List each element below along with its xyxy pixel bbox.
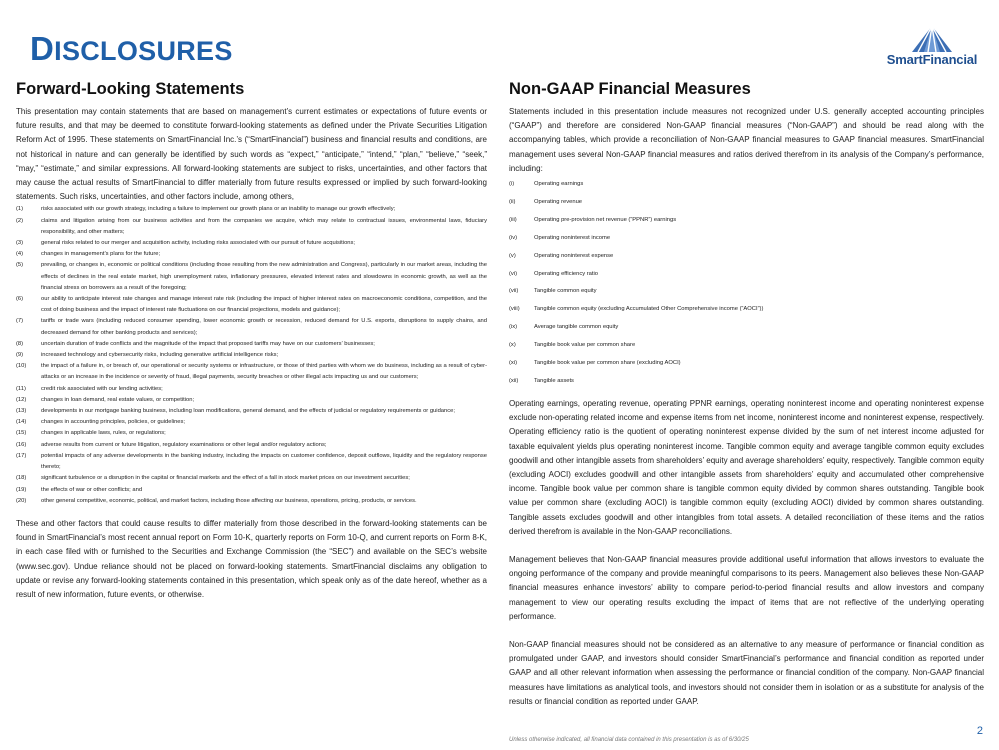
list-item-number: (12) <box>16 396 27 403</box>
page-number: 2 <box>976 725 983 737</box>
list-item-text: credit risk associated with our lending activities; <box>41 385 163 392</box>
list-item <box>509 301 984 319</box>
list-item-number: (14) <box>16 419 27 426</box>
list-item-number: (13) <box>16 408 27 415</box>
list-item <box>16 406 487 417</box>
non-gaap-section <box>509 80 984 709</box>
list-item-number: (iii) <box>509 216 517 223</box>
list-item-number: (10) <box>16 363 27 370</box>
list-item <box>16 238 487 249</box>
list-item-number: (8) <box>16 340 24 347</box>
list-item-number: (x) <box>509 342 516 349</box>
list-item <box>16 496 487 507</box>
list-item-text: Operating efficiency ratio <box>534 270 599 277</box>
list-item <box>16 428 487 439</box>
pyramid-logo-icon <box>910 26 954 54</box>
list-item-text: developments in our mortgage banking business, including loan modifications, general demand, and the effects of judicial or regulatory requirements or guidance; <box>41 408 455 415</box>
title-initial: D <box>30 30 55 67</box>
list-item <box>16 316 487 338</box>
list-item <box>16 249 487 260</box>
list-item-text: the effects of war or other conflicts; and <box>41 486 143 493</box>
list-item <box>509 355 984 373</box>
list-item <box>509 283 984 301</box>
list-item <box>16 440 487 451</box>
smartfinancial-logo <box>877 26 987 67</box>
list-item <box>16 384 487 395</box>
list-item-text: increased technology and cybersecurity risks, including generative artificial intelligence risks; <box>41 352 279 359</box>
list-item-number: (9) <box>16 352 24 359</box>
list-item-number: (ix) <box>509 324 518 331</box>
list-item <box>16 417 487 428</box>
list-item-text: Operating earnings <box>534 181 584 188</box>
list-item <box>16 350 487 361</box>
list-item-number: (1) <box>16 206 24 213</box>
list-item-text: changes in management’s plans for the future; <box>41 251 161 258</box>
list-item-number: (vii) <box>509 288 519 295</box>
list-item-text: risks associated with our growth strategy, including a failure to implement our growth plans or an inability to manage our growth effectively; <box>41 206 396 213</box>
list-item-text: our ability to anticipate interest rate changes and manage interest rate risk (including the impact of higher interest rates on macroeconomic conditions, competition, and the cost of doing business and the impact of interest rate fluctuations on our financial projections, models and guidance); <box>41 296 487 314</box>
list-item-number: (v) <box>509 252 516 259</box>
page-title <box>30 30 233 68</box>
list-item-number: (xii) <box>509 377 519 384</box>
list-item-text: changes in applicable laws, rules, or regulations; <box>41 430 166 437</box>
list-item-text: Tangible common equity (excluding Accumulated Other Comprehensive income (“AOCI”)) <box>534 306 764 313</box>
list-item-number: (16) <box>16 441 27 448</box>
list-item-text: Tangible assets <box>534 377 574 384</box>
list-item <box>16 260 487 294</box>
list-item <box>509 230 984 248</box>
list-item <box>16 294 487 316</box>
list-item <box>509 266 984 284</box>
forward-looking-section <box>16 80 487 602</box>
list-item <box>16 473 487 484</box>
list-item-number: (18) <box>16 475 27 482</box>
list-item-text: Operating revenue <box>534 198 583 205</box>
forward-looking-intro: This presentation may contain statements that are based on management’s current estimates or expectations of future events or future results, and that may be deemed to constitute forward-looking statements as defined under the Private Securities Litigation Reform Act of 1995. These statements on SmartFinancial Inc.’s (“SmartFinancial”) business and financial results and conditions, are not historical in nature and can generally be identified by such words as “expect,” “anticipate,” “intend,” “plan,” “believe,” “seek,” “may,” “estimate,” and similar expressions. All forward-looking statements are subject to risks, uncertainties, and other factors that may cause the actual results of SmartFinancial to differ materially from future results expressed or implied by such forward-looking statements. Such risks, uncertainties, and other factors include, among others, <box>16 107 487 202</box>
logo-text: SmartFinancial <box>886 52 978 67</box>
list-item-text: tariffs or trade wars (including reduced consumer spending, lower economic growth or recession, reduced demand for U.S. exports, disruptions to supply chains, and decreased demand for other banking products and services); <box>41 318 487 336</box>
list-item-number: (17) <box>16 452 27 459</box>
list-item-number: (iv) <box>509 234 518 241</box>
non-gaap-measure-list <box>509 176 984 391</box>
list-item-number: (15) <box>16 430 27 437</box>
list-item <box>509 319 984 337</box>
list-item-text: uncertain duration of trade conflicts and the magnitude of the impact that proposed tariffs may have on our customers’ businesses; <box>41 340 375 347</box>
list-item <box>16 339 487 350</box>
list-item-number: (ii) <box>509 198 516 205</box>
list-item-text: Tangible book value per common share <box>534 342 636 349</box>
forward-looking-closing: These and other factors that could cause results to differ materially from those described in the forward-looking statements can be found in SmartFinancial’s most recent annual report on Form 10-K, quarterly reports on Form 10-Q, and current reports on Form 8-K, in each case filed with or furnished to the Securities and Exchange Commission (the “SEC”) and available on the SEC’s website (www.sec.gov). Undue reliance should not be placed on forward-looking statements. SmartFinancial disclaims any obligation to update or revise any forward-looking statements contained in this presentation, which speak only as of the date hereof, whether as a result of new information, future events, or otherwise. <box>16 518 487 599</box>
list-item <box>16 361 487 383</box>
list-item <box>509 373 984 391</box>
list-item-text: Tangible book value per common share (excluding AOCI) <box>534 360 681 367</box>
list-item-number: (19) <box>16 486 27 493</box>
list-item <box>16 451 487 473</box>
list-item-text: potential impacts of any adverse developments in the banking industry, including the impacts on customer confidence, deposit outflows, liquidity and the regulatory response thereto; <box>41 452 487 471</box>
list-item <box>16 204 487 215</box>
list-item-number: (vi) <box>509 270 518 277</box>
list-item-text: claims and litigation arising from our business activities and from the companies we acquire, which may relate to contractual issues, environmental laws, fiduciary responsibility, and other matters; <box>41 217 487 235</box>
list-item <box>16 485 487 496</box>
list-item-number: (xi) <box>509 360 518 367</box>
non-gaap-intro: Statements included in this presentation include measures not recognized under U.S. generally accepted accounting principles (“GAAP”) and therefore are considered Non-GAAP financial measures (“Non-GAAP”) and should be read along with the accompanying tables, which provide a reconciliation of Non-GAAP financial measures to GAAP financial measures. SmartFinancial management uses several Non-GAAP financial measures and ratios derived therefrom in its analysis of the Company’s performance, including: <box>509 107 984 173</box>
list-item <box>509 337 984 355</box>
list-item <box>16 216 487 238</box>
list-item-number: (2) <box>16 217 24 224</box>
title-rest: ISCLOSURES <box>54 36 233 66</box>
list-item-text: changes in loan demand, real estate values, or competition; <box>41 396 195 403</box>
list-item-text: prevailing, or changes in, economic or political conditions (including those resulting from the new administration and Congress), particularly in our market areas, including the effects of declines in the real estate market, high unemployment rates, inflationary pressures, elevated interest rates and slowdowns in economic growth, as well as the financial stress on borrowers as a result of the foregoing; <box>41 262 487 291</box>
list-item <box>509 194 984 212</box>
list-item-number: (i) <box>509 181 515 188</box>
list-item-text: other general competitive, economic, political, and market factors, including those affecting our business, operations, pricing, products, or services. <box>41 497 417 504</box>
non-gaap-paragraph-2: Management believes that Non-GAAP financial measures provide additional useful information that allows investors to evaluate the ongoing performance of the company and provide meaningful comparisons to its peers. Management also believes these Non-GAAP financial measures enhance investors’ ability to compare period-to-period financial results and allow investors and company management to view our operating results excluding the impact of items that are not reflective of the underlying operating performance. <box>509 554 984 621</box>
list-item-text: adverse results from current or future litigation, regulatory examinations or other legal and/or regulatory actions; <box>41 441 327 448</box>
footnote: Unless otherwise indicated, all financial data contained in this presentation is as of 6/30/25 <box>509 737 749 743</box>
list-item-number: (5) <box>16 262 24 269</box>
list-item <box>509 248 984 266</box>
non-gaap-paragraph-1: Operating earnings, operating revenue, operating PPNR earnings, operating noninterest income and operating noninterest expense exclude non-operating related income and expense items from net income, noninterest income and noninterest expense, respectively. Operating efficiency ratio is the quotient of operating noninterest expense divided by the sum of net interest income adjusted for taxable equivalent yields plus operating noninterest income. Tangible common equity and average tangible common equity excludes goodwill and other intangible assets from shareholders’ equity and average shareholders’ equity, respectively. Tangible common equity (excluding AOCI) excludes goodwill and other intangible assets from shareholders’ equity and accumulated other comprehensive income. Tangible book value per common share is tangible common equity divided by common shares outstanding. Tangible book value per common share (excluding AOCI) is tangible common equity (excluding AOCI) divided by common shares outstanding. Tangible assets excludes goodwill and other intangibles from total assets. A detailed reconciliation of these items and the ratios derived therefrom is available in the Non-GAAP reconciliations. <box>509 398 984 536</box>
list-item-text: Operating noninterest expense <box>534 252 614 259</box>
list-item-text: general risks related to our merger and acquisition activity, including risks associated with our pursuit of future acquisitions; <box>41 240 356 247</box>
non-gaap-paragraph-3: Non-GAAP financial measures should not be considered as an alternative to any measure of performance or financial condition as promulgated under GAAP, and investors should consider SmartFinancial’s performance and financial condition as reported under GAAP and all other relevant information when assessing the performance or financial condition of the company. Non-GAAP financial measures have limitations as analytical tools, and investors should not consider them in isolation or as a substitute for analysis of the results or financial condition as reported under GAAP. <box>509 639 984 706</box>
list-item-number: (3) <box>16 240 24 247</box>
list-item <box>16 395 487 406</box>
list-item-text: the impact of a failure in, or breach of, our operational or security systems or infrastructure, or those of third parties with whom we do business, including as a result of cyber-attacks or an increase in the incidence or severity of fraud, illegal payments, security breaches or other illegal acts impacting us and our customers; <box>41 363 487 381</box>
list-item-text: Average tangible common equity <box>534 324 619 331</box>
list-item-number: (viii) <box>509 306 520 313</box>
list-item-text: significant turbulence or a disruption in the capital or financial markets and the effect of a fall in stock market prices on our investment securities; <box>41 475 410 482</box>
list-item-number: (4) <box>16 251 24 258</box>
list-item-text: changes in accounting principles, policies, or guidelines; <box>41 419 186 426</box>
list-item-number: (11) <box>16 385 26 392</box>
section-heading: Non-GAAP Financial Measures <box>509 80 751 98</box>
list-item-text: Tangible common equity <box>534 288 597 295</box>
list-item-text: Operating noninterest income <box>534 234 611 241</box>
list-item <box>509 176 984 194</box>
section-heading: Forward-Looking Statements <box>16 80 245 98</box>
list-item <box>509 212 984 230</box>
list-item-number: (6) <box>16 296 24 303</box>
list-item-number: (20) <box>16 497 27 504</box>
list-item-number: (7) <box>16 318 24 325</box>
risk-factor-list <box>16 204 487 506</box>
list-item-text: Operating pre-provision net revenue (“PPNR”) earnings <box>534 216 677 223</box>
